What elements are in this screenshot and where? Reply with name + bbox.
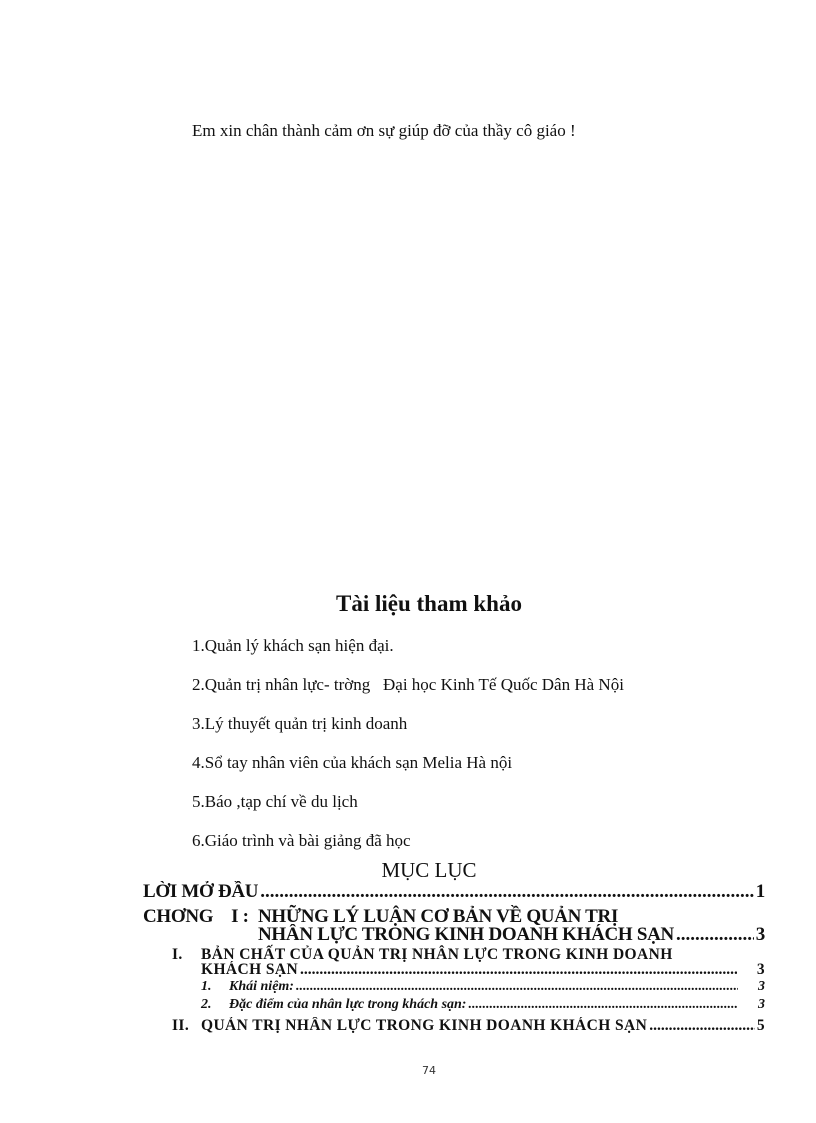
toc-chapter-prefix: CHƠNG I : xyxy=(143,906,249,927)
toc-entry-label: KHÁCH SẠN xyxy=(201,961,299,978)
toc-entry-section-2[interactable] xyxy=(201,1017,765,1035)
toc-leader-dots xyxy=(676,924,754,946)
toc-section-number: I. xyxy=(172,946,183,963)
toc-subsection-number: 1. xyxy=(201,979,212,994)
reference-item: 2.Quản trị nhân lực- trờng Đại học Kinh Tế Quốc Dân Hà Nội xyxy=(192,675,624,694)
toc-leader-dots xyxy=(260,881,754,903)
toc-leader-dots xyxy=(296,979,738,995)
toc-entry-page: 3 xyxy=(755,924,765,945)
references-title: Tài liệu tham khảo xyxy=(336,591,522,616)
toc-entry-label: Đặc điểm của nhân lực trong khách sạn: xyxy=(229,997,467,1012)
toc-entry-label: NHÂN LỰC TRONG KINH DOANH KHÁCH SẠN xyxy=(258,924,674,945)
toc-entry-page: 5 xyxy=(756,1017,765,1034)
toc-entry-label: Khái niệm: xyxy=(229,979,294,994)
reference-item: 4.Sổ tay nhân viên của khách sạn Melia Hà nội xyxy=(192,753,513,772)
toc-entry-subsection-1[interactable] xyxy=(229,979,765,995)
reference-item: 1.Quản lý khách sạn hiện đại. xyxy=(192,636,394,655)
reference-item: 3.Lý thuyết quản trị kinh doanh xyxy=(192,714,408,733)
toc-entry-subsection-2[interactable] xyxy=(229,997,765,1013)
toc-title: MỤC LỤC xyxy=(381,858,477,882)
toc-leader-dots xyxy=(468,997,738,1013)
toc-entry-page: 3 xyxy=(758,979,765,994)
toc-entry-label: QUẢN TRỊ NHÂN LỰC TRONG KINH DOANH KHÁCH SẠN xyxy=(201,1017,648,1034)
toc-section-title-line1[interactable]: BẢN CHẤT CỦA QUẢN TRỊ NHÂN LỰC TRONG KINH DOANH xyxy=(201,946,673,963)
toc-entry-intro[interactable] xyxy=(143,881,765,903)
toc-section-number: II. xyxy=(172,1017,190,1034)
toc-entry-page: 3 xyxy=(756,961,765,978)
thanks-line: Em xin chân thành cảm ơn sự giúp đỡ của thầy cô giáo ! xyxy=(192,121,576,140)
toc-entry-section-1[interactable] xyxy=(201,961,765,979)
toc-leader-dots xyxy=(649,1017,755,1035)
reference-item: 5.Báo ,tạp chí về du lịch xyxy=(192,792,358,811)
page-number: 74 xyxy=(422,1064,436,1077)
toc-entry-page: 1 xyxy=(755,881,765,902)
toc-leader-dots xyxy=(300,961,737,979)
toc-subsection-number: 2. xyxy=(201,997,212,1012)
toc-entry-chapter-1[interactable] xyxy=(258,924,765,946)
toc-entry-page: 3 xyxy=(758,997,765,1012)
reference-item: 6.Giáo trình và bài giảng đã học xyxy=(192,831,411,850)
toc-entry-label: LỜI MỞ ĐẦU xyxy=(143,881,259,902)
toc-chapter-title-line1[interactable]: NHỮNG LÝ LUẬN CƠ BẢN VỀ QUẢN TRỊ xyxy=(258,906,619,927)
